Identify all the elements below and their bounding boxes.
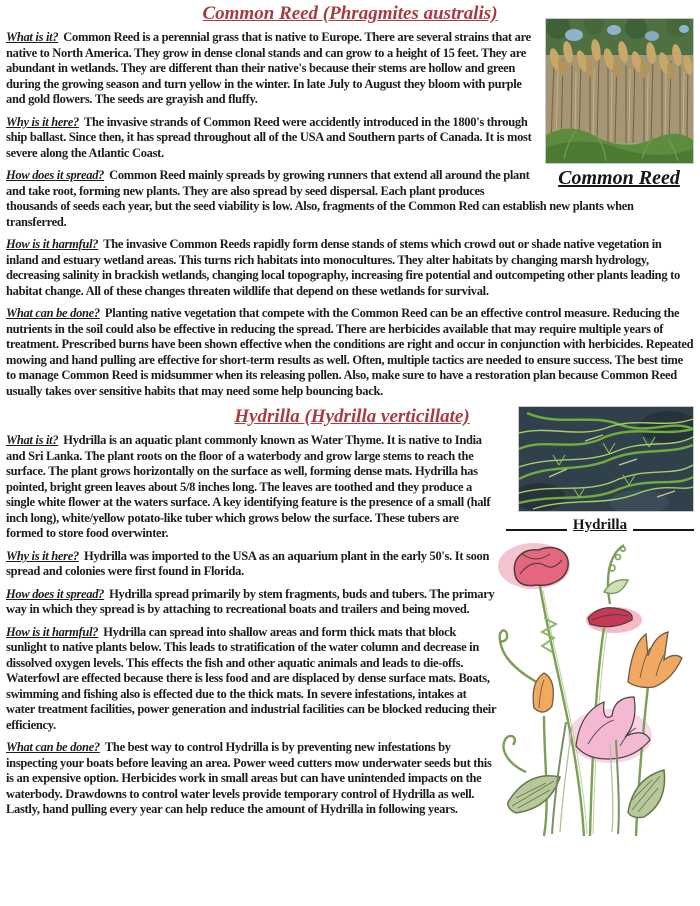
question-label: What is it? [6, 30, 59, 44]
answer-text: Hydrilla can spread into shallow areas and form thick mats that block sunlight to native plants below. This leads to stratification of the water column and decrease in dissolved oxygen levels. This effects the fish and other aquatic animals and leads to die-offs. Waterfowl are effected because there is less food and are displaced by dense surface mats. Boats, swimming and fishing also is effected due to the thick mats. In severe infestations, intakes at water treatment facilities, power generation and industrial facilities can be blocked reducing their efficiency. [6, 624, 496, 732]
question-label: What can be done? [6, 306, 100, 320]
common-reed-photo [545, 18, 694, 164]
question-label: What can be done? [6, 740, 100, 754]
answer-text: The invasive Common Reeds rapidly form dense stands of stems which crowd out or shade native vegetation in inland and estuary wetland areas. This turns rich habitats into monocultures. They alter habitats by changing marsh hydrology, decreasing salinity in brackish wetlands, changing local topography, increasing fire potential and outcompeting other plants leading to habitat change. All of these changes threaten wildlife that depend on these wetlands for survival. [6, 237, 680, 298]
answer-text: Common Reed is a perennial grass that is native to Europe. There are several strains that are native to North America. They grow in dense clonal stands and can grow to a height of 15 feet. They are abundant in wetlands. They are different than their native's because their stems are hollow and green during the growing season and turn yellow in the winter. In late July to August they bloom with purple and gold flowers. The seeds are grayish and fluffy. [6, 30, 531, 106]
common-reed-figure [544, 18, 694, 190]
flower-illustration [492, 540, 694, 840]
figure-caption: Hydrilla [572, 517, 628, 533]
answer-text: Hydrilla was imported to the USA as an aquarium plant in the early 50's. It soon spread and colonies were first found in Florida. [6, 548, 490, 578]
answer-text: Planting native vegetation that compete with the Common Reed can be an effective control measure. Reducing the nutrients in the soil could also be effective in reducing the spread. There are herbicides available that may require multiple years of treatment. Prescribed burns have been shown effective when the conditions are right and occur in conjunction with herbicides. Repeated mowing and hand pulling are effective for short-term results as well. Often, multiple tactics are needed to ensure success. The best time to manage Common Reed is midsummer when its releasing pollen. Also, make sure to have a restoration plan because Common Reed usually takes over sensitive habits that may need some help bouncing back. [6, 306, 694, 398]
figure-caption-row [506, 516, 694, 534]
figure-caption: Common Reed [558, 167, 680, 189]
section-title: Common Reed (Phragmites australis) [202, 3, 498, 24]
caption-rule-left [506, 529, 567, 531]
section-common-reed [6, 3, 694, 399]
hydrilla-figure [506, 406, 694, 840]
question-label: What is it? [6, 433, 59, 447]
question-label: How is it harmful? [6, 624, 99, 639]
question-label: How does it spread? [6, 586, 105, 601]
question-label: How is it harmful? [6, 237, 99, 251]
section-hydrilla [6, 406, 694, 818]
question-label: Why is it here? [6, 548, 79, 563]
answer-text: The invasive strands of Common Reed were accidently introduced in the 1800's through ship ballast. Since then, it has spread throughout all of the USA and Southern parts of Canada. It is most severe along the Atlantic Coast. [6, 114, 532, 160]
paragraph-how-is-it-harmful [6, 237, 694, 299]
answer-text: Hydrilla spread primarily by stem fragments, buds and tubers. The primary way in which they spread is by attaching to recreational boats and trailers and being moved. [6, 586, 495, 616]
caption-rule-right [633, 529, 694, 531]
question-label: Why is it here? [6, 114, 79, 129]
answer-text: Common Reed mainly spreads by growing runners that extend all around the plant and take root, forming new plants. They are also spread by seed dispersal. Each plant produces thousands of seeds each year, but the seed viability is low. Also, fragments of the Common Red can establish new plants when transferred. [6, 168, 634, 229]
answer-text: The best way to control Hydrilla is by preventing new infestations by inspecting your boats before leaving an area. Power weed cutters mow underwater seeds but this is an expensive option. Herbicides work in small areas but can have unintended impacts on the waterbody. Drawdowns to control water levels provide temporary control of Hydrilla as well. Lastly, hand pulling every year can help reduce the amount of Hydrilla in following years. [6, 740, 492, 816]
paragraph-what-can-be-done [6, 306, 694, 399]
question-label: How does it spread? [6, 168, 105, 182]
section-title: Hydrilla (Hydrilla verticillate) [234, 406, 470, 427]
answer-text: Hydrilla is an aquatic plant commonly known as Water Thyme. It is native to India and Sri Lanka. The plant roots on the floor of a waterbody and grow large stems to reach the surface. The plant grows horizontally on the surface as well, forming dense mats. Hydrilla has pointed, bright green leaves about 5/8 inches long. The leaves are toothed and they produce a single white flower at the waters surface. A key identifying feature is the presence of a small (half inch long), white/yellow potato-like tuber which grows below the surface. These tubers are formed to store food overwinter. [6, 433, 491, 540]
